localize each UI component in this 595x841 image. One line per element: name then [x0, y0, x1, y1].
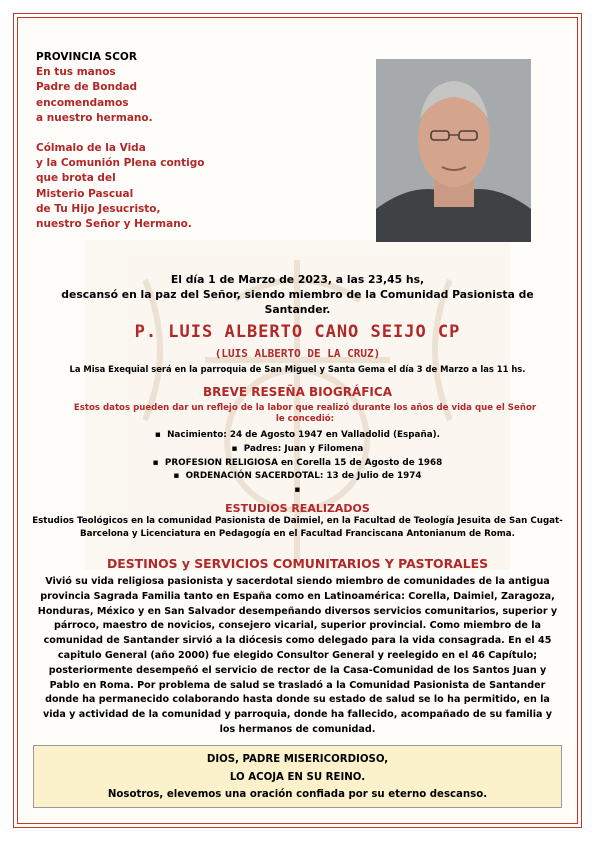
- province-label: PROVINCIA SCOR: [36, 51, 137, 63]
- list-item: ▪: [294, 485, 301, 496]
- verse-line: encomendamos: [36, 96, 129, 109]
- deceased-name: P. LUIS ALBERTO CANO SEIJO CP: [134, 322, 461, 342]
- intro-verse: [36, 50, 205, 232]
- verse-line: Padre de Bondad: [36, 81, 138, 94]
- verse-line: y la Comunión Plena contigo: [36, 157, 205, 170]
- death-announcement: El día 1 de Marzo de 2023, a las 23,45 hs, descansó en la paz del Señor, siendo miembro de la Comunidad Pasionista de Santander.: [61, 273, 534, 316]
- destinations-text: Vivió su vida religiosa pasionista y sacerdotal siendo miembro de comunidades de la antigua provincia Sagrada Familia tanto en España como en Latinoamérica: Corella, Daimiel, Zaragoza, Honduras, México y en San Salvador desempeñando diversos servicios comunitarios, superior y párroco, maestro de novicios, consejero vicarial, superior provincial. Como miembro de la comunidad de Santander sirvió a la diócesis como delegado para la vida consagrada. En el 45 capitulo General (año 2000) fue elegido Consultor General y reelegido en el 46 Capítulo; posteriormente desempeñó el servicio de rector de la Casa-Comunidad de los Santos Juan y Pablo en Roma. Por problema de salud se trasladó a la Comunidad Pasionista de Santander donde ha permanecido colaborando hasta donde su estado de salud se lo ha permitido, en la vida y actividad de la comunidad y parroquia, donde ha fallecido, acompañado de su familia y los hermanos de comunidad.: [37, 576, 558, 735]
- list-item: ▪ PROFESION RELIGIOSA en Corella 15 de Agosto de 1968: [152, 457, 443, 468]
- list-item: ▪ ORDENACIÓN SACERDOTAL: 13 de Julio de 1974: [173, 471, 422, 482]
- verse-line: a nuestro hermano.: [36, 111, 153, 124]
- religious-name: (LUIS ALBERTO DE LA CRUZ): [214, 347, 381, 360]
- verse-line: nuestro Señor y Hermano.: [36, 218, 192, 231]
- portrait-photo: [376, 59, 531, 242]
- list-item: ▪ Nacimiento: 24 de Agosto 1947 en Valladolid (España).: [154, 430, 441, 440]
- verse-line: Misterio Pascual: [36, 187, 134, 200]
- bio-intro: Estos datos pueden dar un reflejo de la labor que realizó durante los años de vida que el Señor le concedió:: [73, 403, 537, 424]
- bio-section-title: BREVE RESEÑA BIOGRÁFICA: [203, 385, 392, 399]
- funeral-mass-info: La Misa Exequial será en la parroquia de San Miguel y Santa Gema el día 3 de Marzo a las 11 hs.: [69, 364, 526, 374]
- destinations-section-title: DESTINOS y SERVICIOS COMUNITARIOS Y PASTORALES: [106, 556, 488, 571]
- prayer-line: LO ACOJA EN SU REINO.: [229, 771, 366, 783]
- verse-line: En tus manos: [36, 66, 116, 79]
- verse-line: que brota del: [36, 172, 116, 185]
- studies-text: Estudios Teológicos en la comunidad Pasionista de Daimiel, en la Facultad de Teología Jesuita de San Cugat-Barcelona y Licenciatura en Pedagogía en el Facultad Franciscana Antonianum de Roma.: [32, 516, 563, 539]
- list-item: ▪ Padres: Juan y Filomena: [231, 443, 364, 454]
- verse-line: de Tu Hijo Jesucristo,: [36, 202, 161, 215]
- verse-line: Cólmalo de la Vida: [36, 142, 146, 155]
- studies-section-title: ESTUDIOS REALIZADOS: [225, 502, 370, 515]
- prayer-box: [33, 745, 562, 808]
- prayer-line: DIOS, PADRE MISERICORDIOSO,: [206, 754, 389, 765]
- prayer-line: Nosotros, elevemos una oración confiada por su eterno descanso.: [107, 789, 488, 800]
- bio-facts-list: [20, 429, 575, 498]
